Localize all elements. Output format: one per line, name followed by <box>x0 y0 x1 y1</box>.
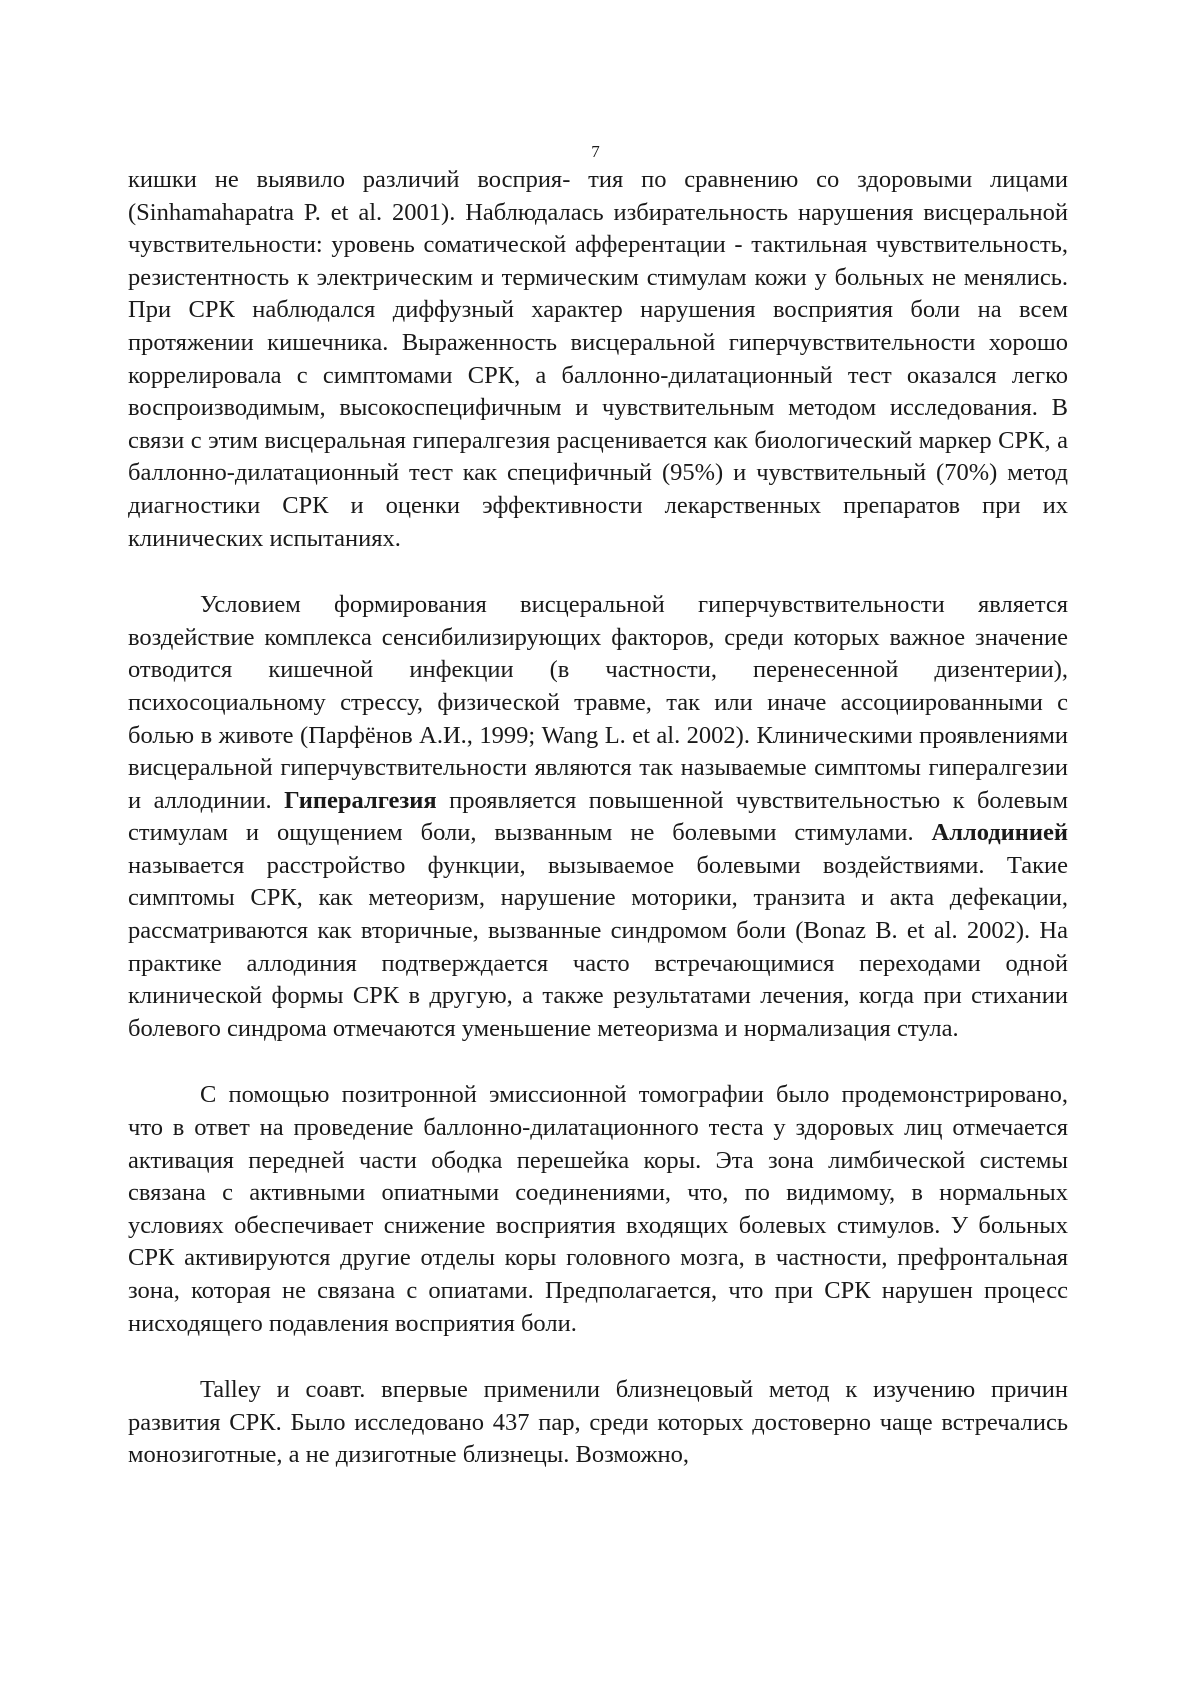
paragraph-2-text-b: проявляется повышенной чувствительностью к болевым стимулам и ощущением боли, вызванным не болевыми стимулами. <box>128 786 1068 847</box>
body-text <box>128 164 1068 1472</box>
page-number: 7 <box>591 142 600 161</box>
paragraph-2-text-c: называется расстройство функции, вызываемое болевыми воздействиями. Такие симптомы СРК, как метеоризм, нарушение моторики, транзита и акта дефекации, рассматриваются как вторичные, вызванные синдромом боли (Bonaz B. et al. 2002). На практике аллодиния подтверждается часто встречающимися переходами одной клинической формы СРК в другую, а также результатами лечения, когда при стихании болевого синдрома отмечаются уменьшение метеоризма и нормализация стула. <box>128 851 1068 1042</box>
paragraph-3-text: С помощью позитронной эмиссионной томографии было продемонстрировано, что в ответ на проведение баллонно-дилатационного теста у здоровых лиц отмечается активация передней части ободка перешейка коры. Эта зона лимбической системы связана с активными опиатными соединениями, что, по видимому, в нормальных условиях обеспечивает снижение восприятия входящих болевых стимулов. У больных СРК активируются другие отделы коры головного мозга, в частности, префронтальная зона, которая не связана с опиатами. Предполагается, что при СРК нарушен процесс нисходящего подавления восприятия боли. <box>128 1081 1068 1337</box>
paragraph-1 <box>128 164 1068 555</box>
paragraph-2 <box>128 589 1068 1045</box>
term-allodynia: Аллодинией <box>931 819 1068 847</box>
paragraph-3 <box>128 1079 1068 1340</box>
paragraph-4 <box>128 1374 1068 1472</box>
term-hyperalgesia: Гипералгезия <box>284 786 437 814</box>
paragraph-4-text: Talley и соавт. впервые применили близнецовый метод к изучению причин развития СРК. Было исследовано 437 пар, среди которых достоверно чаще встречались монозиготные, а не дизиготные близнецы. Возможно, <box>128 1376 1068 1469</box>
paragraph-2-text-a: Условием формирования висцеральной гиперчувствительности является воздействие комплекса сенсибилизирующих факторов, среди которых важное значение отводится кишечной инфекции (в частности, перенесенной дизентерии), психосоциальному стрессу, физической травме, так или иначе ассоциированными с болью в животе (Парфёнов А.И., 1999; Wang L. et al. 2002). Клиническими проявлениями висцеральной гиперчувствительности являются так называемые симптомы гипералгезии и аллодинии. <box>128 591 1068 814</box>
paragraph-1-text: кишки не выявило различий восприя- тия по сравнению со здоровыми лицами (Sinhamahapatra P. et al. 2001). Наблюдалась избирательность нарушения висцеральной чувствительности: уровень соматической афферентации - тактильная чувствительность, резистентность к электрическим и термическим стимулам кожи у больных не менялись. При СРК наблюдался диффузный характер нарушения восприятия боли на всем протяжении кишечника. Выраженность висцеральной гиперчувствительности хорошо коррелировала с симптомами СРК, а баллонно-дилатационный тест оказался легко воспроизводимым, высокоспецифичным и чувствительным методом исследования. В связи с этим висцеральная гипералгезия расценивается как биологический маркер СРК, а баллонно-дилатационный тест как специфичный (95%) и чувствительный (70%) метод диагностики СРК и оценки эффективности лекарственных препаратов при их клинических испытаниях. <box>128 166 1068 552</box>
